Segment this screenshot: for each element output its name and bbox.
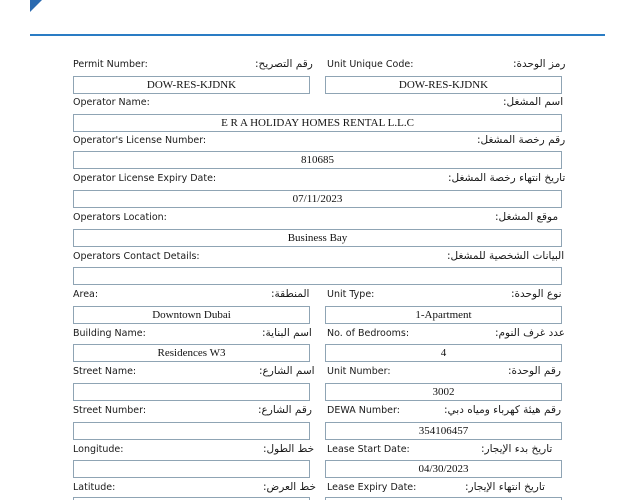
operator-name-label: Operator Name: xyxy=(73,97,150,108)
building-name-label: Building Name: xyxy=(73,328,146,339)
bedrooms-field: 4 xyxy=(325,344,562,362)
license-expiry-label: Operator License Expiry Date: xyxy=(73,173,217,184)
unit-type-field: 1-Apartment xyxy=(325,306,562,324)
lease-start-field: 04/30/2023 xyxy=(325,460,562,478)
unit-code-label: Unit Unique Code: xyxy=(327,59,414,70)
area-label: Area: xyxy=(73,289,99,300)
operator-contact-label: Operators Contact Details: xyxy=(73,251,200,262)
permit-number-label-ar: رقم التصريح: xyxy=(255,58,313,70)
street-name-label-ar: اسم الشارع: xyxy=(259,365,315,377)
lease-expiry-label-ar: تاريخ انتهاء الإيجار: xyxy=(465,481,545,493)
dewa-number-label: DEWA Number: xyxy=(327,405,400,416)
street-number-field xyxy=(73,422,310,440)
street-name-label: Street Name: xyxy=(73,366,137,377)
bedrooms-label-ar: عدد غرف النوم: xyxy=(495,327,566,339)
lease-start-label-ar: تاريخ بدء الإيجار: xyxy=(481,443,553,455)
area-label-ar: المنطقة: xyxy=(271,288,310,300)
unit-number-field: 3002 xyxy=(325,383,562,401)
operator-location-label-ar: موقع المشغل: xyxy=(495,211,559,223)
operator-location-label: Operators Location: xyxy=(73,212,167,223)
permit-number-label: Permit Number: xyxy=(73,59,148,70)
operator-contact-label-ar: البيانات الشخصية للمشغل: xyxy=(447,250,565,262)
dewa-number-field: 354106457 xyxy=(325,422,562,440)
street-name-field xyxy=(73,383,310,401)
dewa-number-label-ar: رقم هيئة كهرباء ومياه دبي: xyxy=(444,404,562,416)
operator-license-field: 810685 xyxy=(73,151,562,169)
longitude-label-ar: خط الطول: xyxy=(263,443,315,455)
unit-type-label-ar: نوع الوحدة: xyxy=(511,288,562,300)
area-field: Downtown Dubai xyxy=(73,306,310,324)
longitude-label: Longitude: xyxy=(73,444,124,455)
bedrooms-label: No. of Bedrooms: xyxy=(327,328,410,339)
building-name-label-ar: اسم البناية: xyxy=(262,327,312,339)
unit-number-label: Unit Number: xyxy=(327,366,391,377)
license-expiry-field: 07/11/2023 xyxy=(73,190,562,208)
unit-code-label-ar: رمز الوحدة: xyxy=(513,58,566,70)
unit-code-field: DOW-RES-KJDNK xyxy=(325,76,562,94)
permit-number-field: DOW-RES-KJDNK xyxy=(73,76,310,94)
operator-name-label-ar: اسم المشغل: xyxy=(503,96,564,108)
unit-number-label-ar: رقم الوحدة: xyxy=(508,365,561,377)
operator-license-label-ar: رقم رخصة المشغل: xyxy=(477,134,566,146)
latitude-label-ar: خط العرض: xyxy=(263,481,317,493)
street-number-label-ar: رقم الشارع: xyxy=(258,404,312,416)
operator-location-field: Business Bay xyxy=(73,229,562,247)
license-expiry-label-ar: تاريخ انتهاء رخصة المشغل: xyxy=(448,172,566,184)
unit-type-label: Unit Type: xyxy=(327,289,375,300)
operator-license-label: Operator's License Number: xyxy=(73,135,207,146)
operator-contact-field xyxy=(73,267,562,285)
longitude-field xyxy=(73,460,310,478)
lease-start-label: Lease Start Date: xyxy=(327,444,410,455)
latitude-label: Latitude: xyxy=(73,482,116,493)
lease-expiry-label: Lease Expiry Date: xyxy=(327,482,417,493)
building-name-field: Residences W3 xyxy=(73,344,310,362)
street-number-label: Street Number: xyxy=(73,405,147,416)
operator-name-field: E R A HOLIDAY HOMES RENTAL L.L.C xyxy=(73,114,562,132)
